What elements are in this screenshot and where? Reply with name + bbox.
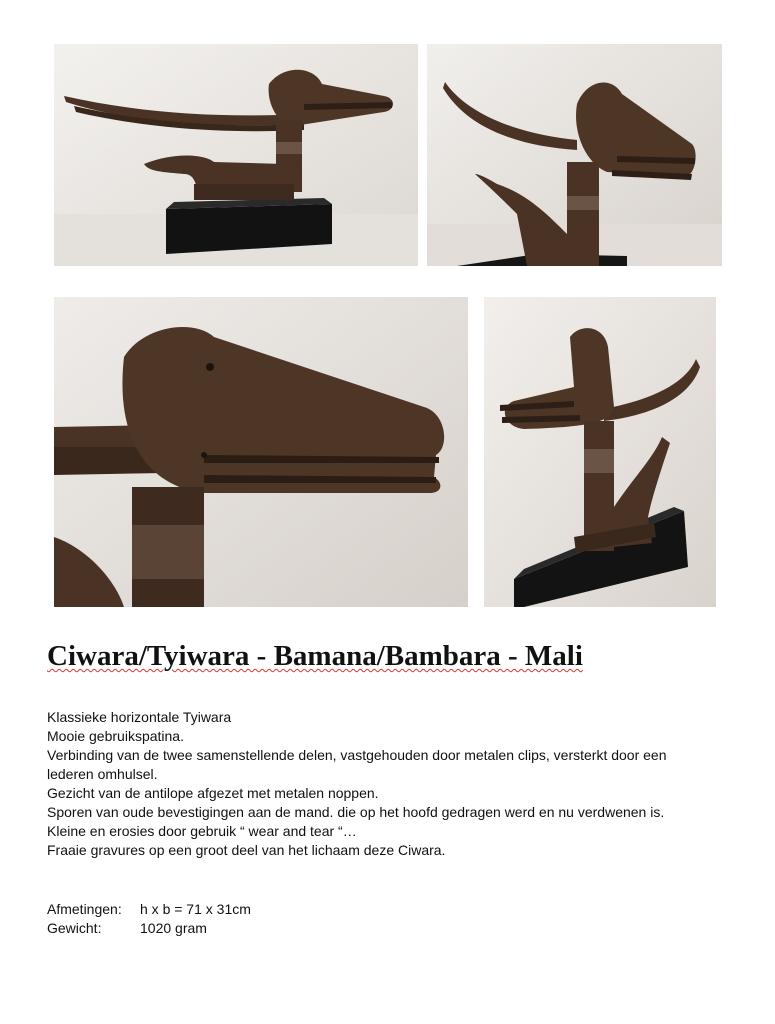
photo-front-view (484, 297, 716, 607)
description-line: Kleine en erosies door gebruik “ wear and tear “… (47, 823, 357, 839)
page-title: Ciwara/Tyiwara - Bamana/Bambara - Mali (47, 640, 583, 672)
photo-head-closeup (54, 297, 468, 607)
description-line: Mooie gebruikspatina. (47, 728, 184, 744)
photo-three-quarter-view (427, 44, 722, 266)
description-line: Gezicht van de antilope afgezet met metalen noppen. (47, 785, 379, 801)
description-line: Klassieke horizontale Tyiwara (47, 709, 232, 725)
description-line: Fraaie gravures op een groot deel van het lichaam deze Ciwara. (47, 842, 446, 858)
dimensions-row (47, 900, 251, 919)
description-line: lederen omhulsel. (47, 766, 158, 782)
weight-label: Gewicht: (47, 920, 102, 936)
description (47, 708, 737, 860)
dimensions-value: h x b = 71 x 31cm (140, 901, 251, 917)
weight-value: 1020 gram (140, 920, 207, 936)
description-line: Verbinding van de twee samenstellende delen, vastgehouden door metalen clips, versterkt door een (47, 747, 667, 763)
dimensions-label: Afmetingen: (47, 901, 122, 917)
photo-side-view (54, 44, 418, 266)
specs (47, 900, 251, 938)
weight-row (47, 919, 251, 938)
description-line: Sporen van oude bevestigingen aan de mand. die op het hoofd gedragen werd en nu verdwenen is. (47, 804, 665, 820)
